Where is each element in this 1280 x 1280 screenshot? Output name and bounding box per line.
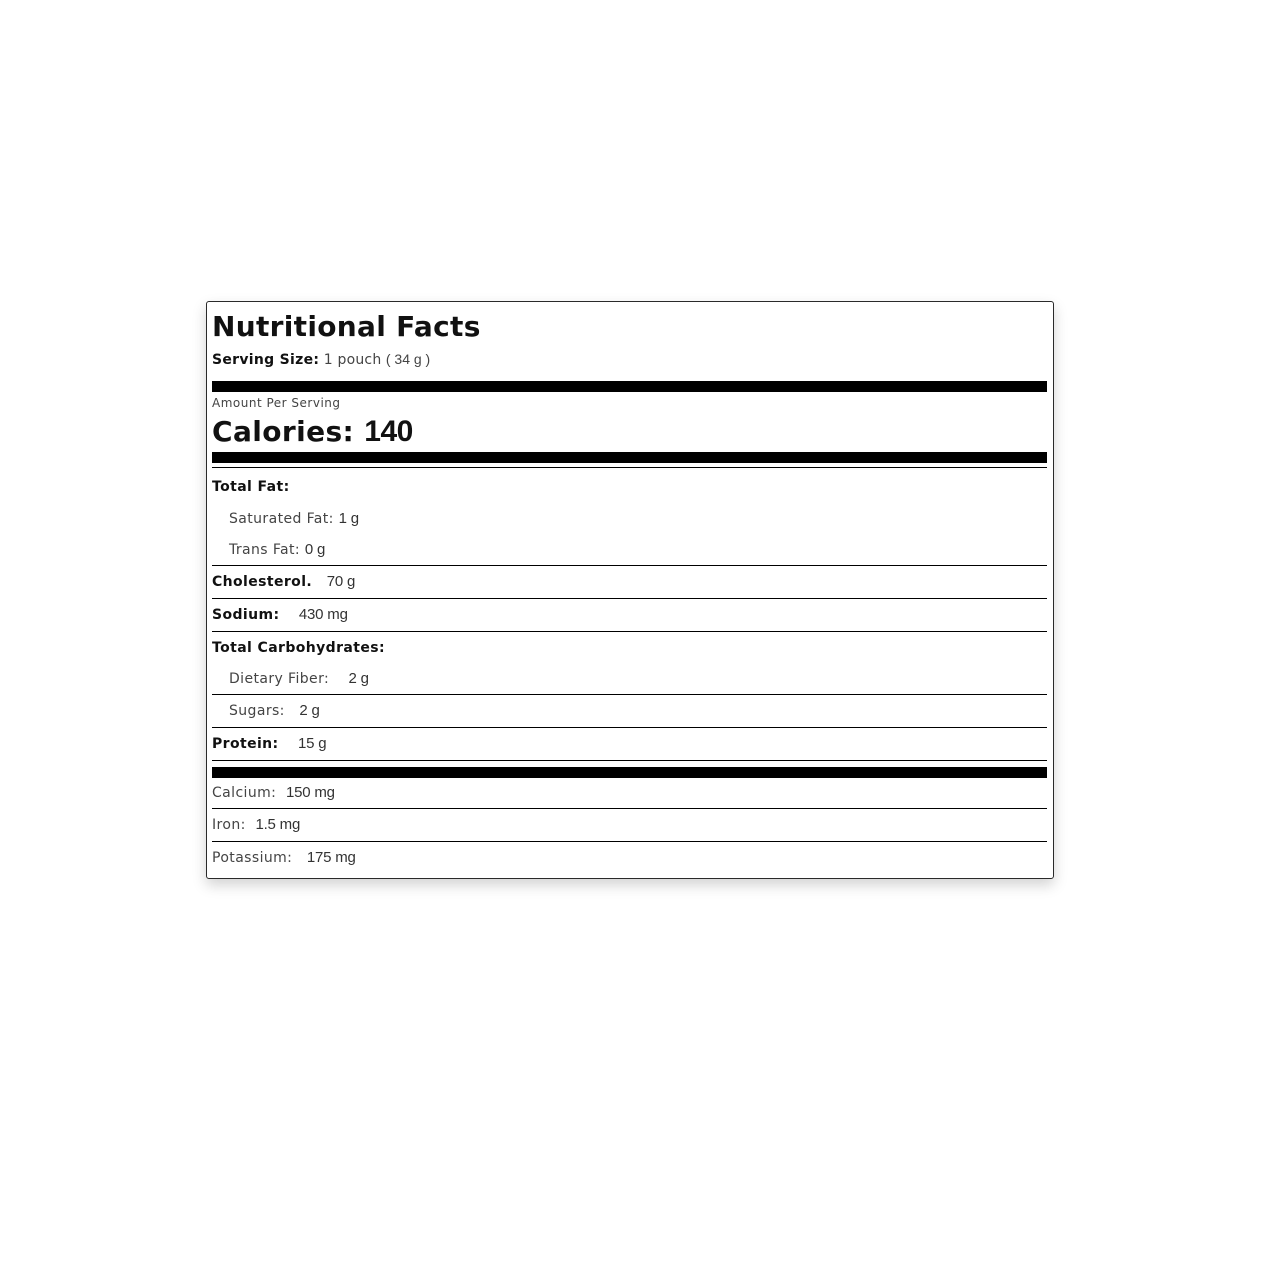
nutrition-label — [206, 301, 1054, 879]
sugars-value: 2 g — [299, 702, 320, 719]
calcium-row — [212, 778, 1047, 808]
amount-per-serving: Amount Per Serving — [212, 396, 341, 410]
potassium-value: 175 mg — [306, 849, 356, 866]
calories-value: 140 — [364, 415, 413, 448]
sodium-value: 430 mg — [298, 606, 348, 623]
saturated-fat-value: 1 g — [338, 510, 359, 527]
dietary-fiber-row — [212, 664, 1047, 694]
protein-row — [212, 728, 1047, 760]
label-title: Nutritional Facts — [212, 310, 481, 343]
sugars-row — [212, 695, 1047, 727]
sodium-row — [212, 599, 1047, 631]
calcium-value: 150 mg — [285, 784, 335, 801]
iron-row — [212, 809, 1047, 841]
iron-value: 1.5 mg — [255, 816, 301, 833]
sugars-label: Sugars: — [229, 703, 285, 719]
dietary-fiber-value: 2 g — [348, 670, 369, 687]
total-fat-row — [212, 472, 1047, 503]
iron-label: Iron: — [212, 817, 246, 833]
sodium-label: Sodium: — [212, 607, 280, 623]
potassium-row — [212, 842, 1047, 874]
calories-label: Calories: — [212, 415, 355, 448]
total-carbs-row — [212, 632, 1047, 664]
thin-divider — [212, 760, 1047, 761]
thin-divider — [212, 467, 1047, 468]
cholesterol-value: 70 g — [326, 573, 356, 590]
saturated-fat-row — [212, 503, 1047, 535]
cholesterol-row — [212, 566, 1047, 598]
protein-value: 15 g — [297, 735, 327, 752]
trans-fat-value: 0 g — [304, 541, 326, 558]
total-fat-label: Total Fat: — [212, 479, 290, 495]
serving-size-label: Serving Size: — [212, 352, 320, 368]
total-carbs-label: Total Carbohydrates: — [212, 640, 385, 656]
cholesterol-label: Cholesterol. — [212, 574, 313, 590]
calcium-label: Calcium: — [212, 785, 277, 801]
protein-label: Protein: — [212, 736, 279, 752]
thick-divider — [212, 381, 1047, 392]
trans-fat-row — [212, 535, 1047, 565]
saturated-fat-label: Saturated Fat: — [229, 511, 334, 527]
calories-row — [212, 417, 1047, 447]
serving-size-weight: ( 34 g ) — [385, 351, 431, 367]
thick-divider — [212, 452, 1047, 463]
dietary-fiber-label: Dietary Fiber: — [229, 671, 330, 687]
potassium-label: Potassium: — [212, 850, 293, 866]
serving-size — [212, 350, 1047, 369]
thick-divider — [212, 767, 1047, 778]
serving-size-value: 1 pouch — [323, 352, 382, 368]
trans-fat-label: Trans Fat: — [229, 542, 300, 558]
